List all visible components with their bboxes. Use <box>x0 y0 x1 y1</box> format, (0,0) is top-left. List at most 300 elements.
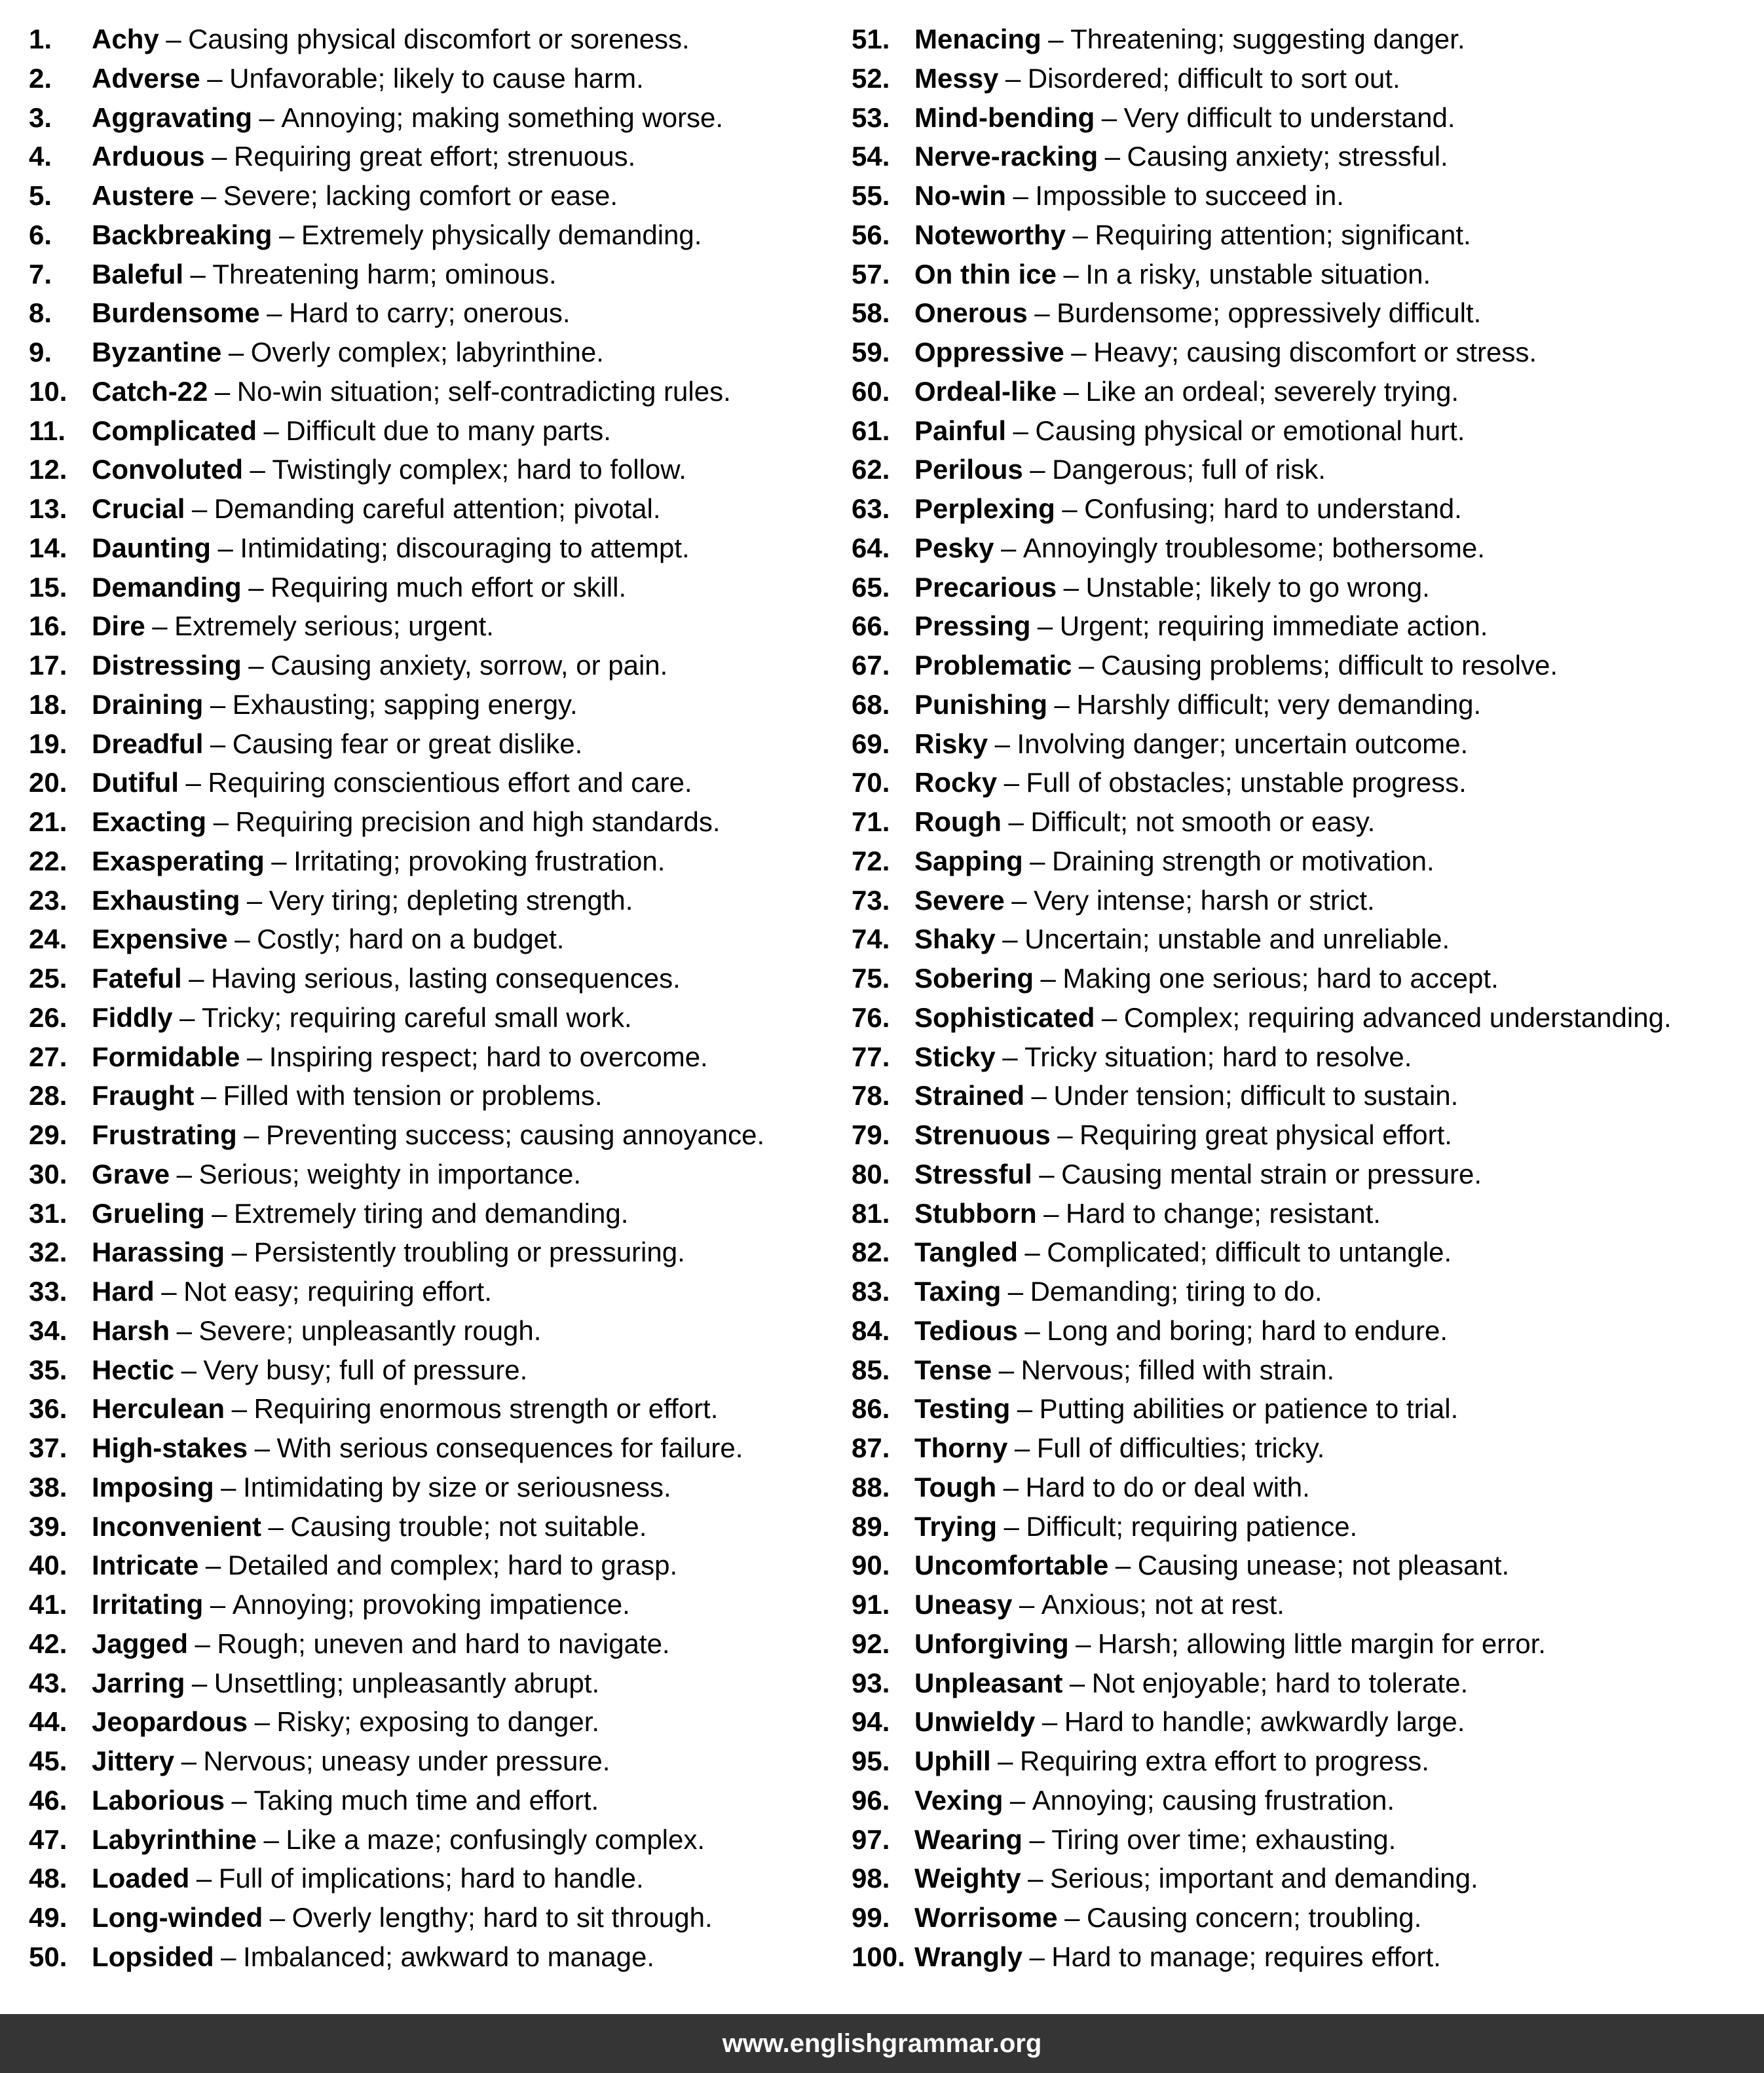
item-number: 2. <box>29 62 52 94</box>
item-separator: – <box>210 728 226 759</box>
item-separator: – <box>246 884 263 916</box>
item-number: 84. <box>852 1315 890 1346</box>
item-definition: Causing anxiety, sorrow, or pain. <box>271 650 668 681</box>
item-separator: – <box>196 1863 212 1894</box>
item-definition: Like a maze; confusingly complex. <box>286 1823 705 1855</box>
item-definition: Requiring enormous strength or effort. <box>253 1393 719 1425</box>
item-definition: Overly lengthy; hard to sit through. <box>291 1902 713 1933</box>
item-separator: – <box>205 1550 221 1581</box>
item-separator: – <box>189 963 204 994</box>
item-separator: – <box>1013 180 1028 211</box>
item-number: 62. <box>852 454 890 485</box>
list-item <box>29 685 764 724</box>
item-separator: – <box>1069 1667 1085 1698</box>
item-number: 39. <box>29 1510 67 1542</box>
item-word: Tough <box>914 1471 997 1503</box>
item-number: 99. <box>852 1902 890 1933</box>
list-item <box>852 1272 1672 1311</box>
item-separator: – <box>1000 532 1017 563</box>
item-number: 100. <box>852 1941 905 1972</box>
item-number: 91. <box>852 1589 890 1620</box>
item-separator: – <box>259 102 274 133</box>
item-separator: – <box>1002 924 1018 955</box>
item-definition: Hard to handle; awkwardly large. <box>1064 1706 1465 1738</box>
item-separator: – <box>1063 571 1079 603</box>
list-item <box>852 1546 1672 1585</box>
item-separator: – <box>179 1001 195 1033</box>
item-number: 93. <box>852 1667 890 1698</box>
item-number: 5. <box>29 180 52 211</box>
list-item <box>29 293 764 333</box>
item-definition: Hard to change; resistant. <box>1065 1197 1381 1229</box>
item-separator: – <box>161 1276 177 1307</box>
item-separator: – <box>191 493 208 524</box>
item-definition: Very difficult to understand. <box>1123 102 1455 133</box>
item-definition: Very tiring; depleting strength. <box>269 884 633 916</box>
item-number: 32. <box>29 1237 67 1268</box>
item-number: 34. <box>29 1315 67 1346</box>
list-item <box>852 1037 1672 1077</box>
list-item <box>852 1468 1672 1507</box>
item-definition: Tiring over time; exhausting. <box>1051 1823 1397 1855</box>
item-definition: Requiring attention; significant. <box>1095 219 1471 250</box>
item-separator: – <box>263 415 279 446</box>
item-number: 13. <box>29 493 67 524</box>
item-number: 33. <box>29 1276 67 1307</box>
item-word: Precarious <box>914 571 1057 603</box>
item-word: Stressful <box>914 1158 1032 1189</box>
item-separator: – <box>250 454 265 485</box>
list-item <box>29 998 764 1037</box>
item-number: 97. <box>852 1823 890 1855</box>
item-word: Severe <box>914 884 1005 916</box>
item-separator: – <box>1048 24 1064 54</box>
list-item <box>29 1429 764 1468</box>
list-item <box>29 1311 764 1351</box>
item-separator: – <box>200 180 217 211</box>
list-item <box>29 98 764 138</box>
item-separator: – <box>994 728 1010 759</box>
item-definition: Threatening; suggesting danger. <box>1070 24 1465 54</box>
item-separator: – <box>1104 141 1120 172</box>
item-separator: – <box>221 1471 236 1503</box>
item-separator: – <box>271 845 287 876</box>
item-separator: – <box>1008 806 1024 837</box>
item-definition: Disordered; difficult to sort out. <box>1027 62 1400 94</box>
item-definition: Unsettling; unpleasantly abrupt. <box>214 1667 600 1698</box>
list-item <box>852 1155 1672 1194</box>
list-item <box>29 568 764 607</box>
item-definition: Serious; important and demanding. <box>1049 1863 1478 1894</box>
item-separator: – <box>1007 1276 1024 1307</box>
item-separator: – <box>268 1510 284 1542</box>
item-separator: – <box>263 1823 279 1855</box>
item-separator: – <box>998 1354 1015 1385</box>
item-definition: Requiring conscientious effort and care. <box>208 767 692 798</box>
list-item <box>852 685 1672 724</box>
item-number: 7. <box>29 258 52 289</box>
item-word: Fateful <box>92 963 182 994</box>
item-number: 8. <box>29 297 52 329</box>
item-definition: Complicated; difficult to untangle. <box>1047 1237 1452 1268</box>
list-item <box>852 333 1672 372</box>
item-word: Achy <box>92 24 159 54</box>
list-item <box>852 1429 1672 1468</box>
item-separator: – <box>231 1393 247 1425</box>
item-word: Punishing <box>914 688 1047 720</box>
item-number: 26. <box>29 1001 67 1033</box>
item-separator: – <box>166 24 181 54</box>
item-word: High-stakes <box>92 1432 248 1463</box>
item-word: Strenuous <box>914 1119 1051 1150</box>
list-item <box>852 763 1672 802</box>
item-definition: Detailed and complex; hard to grasp. <box>227 1550 678 1581</box>
item-separator: – <box>254 1432 270 1463</box>
item-definition: Complex; requiring advanced understanding. <box>1123 1001 1672 1033</box>
item-separator: – <box>1009 1784 1026 1816</box>
item-separator: – <box>1072 219 1088 250</box>
list-item <box>852 1624 1672 1664</box>
item-definition: Tricky situation; hard to resolve. <box>1024 1041 1412 1072</box>
item-number: 4. <box>29 141 52 172</box>
item-separator: – <box>248 571 264 603</box>
list-item <box>29 1624 764 1664</box>
item-number: 82. <box>852 1237 890 1268</box>
item-separator: – <box>231 1237 247 1268</box>
list-item <box>852 1076 1672 1115</box>
item-number: 27. <box>29 1041 67 1072</box>
list-item <box>852 1389 1672 1429</box>
item-number: 11. <box>29 415 66 446</box>
item-word: Perplexing <box>914 493 1055 524</box>
list-item <box>852 529 1672 568</box>
item-separator: – <box>1030 454 1045 485</box>
item-word: Byzantine <box>92 337 222 367</box>
item-number: 25. <box>29 963 67 994</box>
item-separator: – <box>1063 258 1079 289</box>
item-definition: Hard to manage; requires effort. <box>1051 1941 1441 1972</box>
item-definition: Causing problems; difficult to resolve. <box>1100 650 1558 681</box>
item-separator: – <box>1101 1001 1117 1033</box>
list-item <box>852 1820 1672 1859</box>
item-word: On thin ice <box>914 258 1057 289</box>
item-definition: Nervous; filled with strain. <box>1021 1354 1335 1385</box>
list-item <box>29 1781 764 1820</box>
item-definition: Burdensome; oppressively difficult. <box>1057 297 1482 329</box>
item-number: 30. <box>29 1158 67 1189</box>
item-separator: – <box>254 1706 270 1738</box>
item-definition: Heavy; causing discomfort or stress. <box>1093 337 1537 367</box>
word-list-column-right <box>852 20 1672 1977</box>
item-separator: – <box>1004 1510 1019 1542</box>
list-item <box>852 1585 1672 1624</box>
list-item <box>29 802 764 842</box>
list-item <box>852 411 1672 451</box>
item-number: 69. <box>852 728 890 759</box>
item-separator: – <box>1013 415 1028 446</box>
item-definition: Threatening harm; ominous. <box>212 258 557 289</box>
item-word: Sticky <box>914 1041 996 1072</box>
item-number: 59. <box>852 337 890 367</box>
item-separator: – <box>1076 1628 1091 1659</box>
list-item <box>29 646 764 685</box>
item-definition: Annoying; causing frustration. <box>1032 1784 1395 1816</box>
list-item <box>29 842 764 881</box>
item-word: Tangled <box>914 1237 1018 1268</box>
item-word: Imposing <box>92 1471 214 1503</box>
item-definition: Inspiring respect; hard to overcome. <box>269 1041 708 1072</box>
item-separator: – <box>1024 1315 1040 1346</box>
list-item <box>852 1507 1672 1546</box>
list-item <box>852 98 1672 138</box>
list-item <box>852 176 1672 215</box>
list-item <box>852 1781 1672 1820</box>
item-number: 63. <box>852 493 890 524</box>
item-separator: – <box>200 1080 217 1111</box>
item-separator: – <box>1002 1041 1018 1072</box>
item-word: Uphill <box>914 1746 991 1776</box>
list-item <box>29 1272 764 1311</box>
item-definition: Demanding; tiring to do. <box>1030 1276 1323 1307</box>
item-number: 90. <box>852 1550 890 1581</box>
item-definition: Harsh; allowing little margin for error. <box>1098 1628 1546 1659</box>
item-number: 60. <box>852 375 890 407</box>
item-definition: Very intense; harsh or strict. <box>1034 884 1375 916</box>
list-item <box>852 1351 1672 1390</box>
item-separator: – <box>1078 650 1095 681</box>
item-word: Austere <box>92 180 195 211</box>
item-number: 46. <box>29 1784 67 1816</box>
list-item <box>29 1389 764 1429</box>
item-number: 88. <box>852 1471 890 1503</box>
item-number: 96. <box>852 1784 890 1816</box>
word-list-column-left <box>29 20 764 1977</box>
list-item <box>852 215 1672 255</box>
item-number: 67. <box>852 650 890 681</box>
list-item <box>29 920 764 959</box>
item-number: 50. <box>29 1941 67 1972</box>
item-word: Aggravating <box>92 102 253 133</box>
item-number: 78. <box>852 1080 890 1111</box>
item-word: Fraught <box>92 1080 195 1111</box>
item-definition: Twistingly complex; hard to follow. <box>272 454 686 485</box>
item-definition: Preventing success; causing annoyance. <box>266 1119 765 1150</box>
list-item <box>29 1546 764 1585</box>
list-item <box>29 20 764 59</box>
item-definition: Uncertain; unstable and unreliable. <box>1024 924 1450 955</box>
item-definition: Nervous; uneasy under pressure. <box>203 1746 610 1776</box>
list-item <box>29 607 764 646</box>
item-separator: – <box>998 1746 1013 1776</box>
item-separator: – <box>1004 767 1019 798</box>
list-item <box>852 842 1672 881</box>
list-item <box>29 215 764 255</box>
item-word: Harassing <box>92 1237 225 1268</box>
item-word: Herculean <box>92 1393 225 1425</box>
list-item <box>29 1037 764 1077</box>
item-definition: Not easy; requiring effort. <box>183 1276 492 1307</box>
list-item <box>852 998 1672 1037</box>
list-item <box>29 1468 764 1507</box>
list-item <box>852 1859 1672 1898</box>
item-word: Rough <box>914 806 1002 837</box>
item-separator: – <box>217 532 233 563</box>
list-item <box>852 1898 1672 1937</box>
item-definition: Difficult; requiring patience. <box>1026 1510 1358 1542</box>
item-word: Jittery <box>92 1746 175 1776</box>
item-number: 43. <box>29 1667 67 1698</box>
list-item <box>29 1898 764 1937</box>
item-number: 28. <box>29 1080 67 1111</box>
item-number: 22. <box>29 845 67 876</box>
item-number: 86. <box>852 1393 890 1425</box>
item-definition: Harshly difficult; very demanding. <box>1076 688 1482 720</box>
item-number: 55. <box>852 180 890 211</box>
item-number: 98. <box>852 1863 890 1894</box>
item-word: No-win <box>914 180 1006 211</box>
item-definition: Unstable; likely to go wrong. <box>1085 571 1430 603</box>
item-number: 40. <box>29 1550 67 1581</box>
item-definition: Taking much time and effort. <box>253 1784 599 1816</box>
item-number: 42. <box>29 1628 67 1659</box>
item-number: 71. <box>852 806 890 837</box>
item-definition: Causing anxiety; stressful. <box>1127 141 1448 172</box>
item-definition: Unfavorable; likely to cause harm. <box>229 62 644 94</box>
item-number: 14. <box>29 532 67 563</box>
list-item <box>852 724 1672 764</box>
item-word: Painful <box>914 415 1007 446</box>
item-separator: – <box>213 806 229 837</box>
item-word: Shaky <box>914 924 996 955</box>
item-separator: – <box>1005 62 1021 94</box>
list-item <box>29 1194 764 1233</box>
item-definition: Draining strength or motivation. <box>1052 845 1435 876</box>
item-definition: Annoying; making something worse. <box>281 102 724 133</box>
item-word: Lopsided <box>92 1941 214 1972</box>
item-word: Thorny <box>914 1432 1008 1463</box>
item-separator: – <box>267 297 282 329</box>
item-word: Nerve-racking <box>914 141 1098 172</box>
item-separator: – <box>1063 375 1079 407</box>
item-separator: – <box>1011 884 1027 916</box>
item-word: Pesky <box>914 532 994 563</box>
item-definition: No-win situation; self-contradicting rules. <box>236 375 731 407</box>
item-separator: – <box>1043 1197 1059 1229</box>
item-word: Intricate <box>92 1550 199 1581</box>
item-definition: Filled with tension or problems. <box>223 1080 603 1111</box>
item-number: 53. <box>852 102 890 133</box>
item-number: 52. <box>852 62 890 94</box>
item-separator: – <box>1039 1158 1055 1189</box>
item-definition: Confusing; hard to understand. <box>1084 493 1462 524</box>
item-number: 9. <box>29 337 52 367</box>
list-item <box>852 881 1672 920</box>
item-separator: – <box>152 610 168 642</box>
item-word: Jagged <box>92 1628 189 1659</box>
item-number: 51. <box>852 24 890 54</box>
item-separator: – <box>246 1041 263 1072</box>
item-word: Pressing <box>914 610 1031 642</box>
item-number: 45. <box>29 1746 67 1776</box>
item-word: Dutiful <box>92 767 179 798</box>
item-word: Demanding <box>92 571 242 603</box>
item-word: Expensive <box>92 924 228 955</box>
item-separator: – <box>195 1628 210 1659</box>
item-definition: Extremely serious; urgent. <box>174 610 494 642</box>
item-separator: – <box>1037 610 1053 642</box>
item-number: 24. <box>29 924 67 955</box>
item-number: 47. <box>29 1823 67 1855</box>
list-item <box>29 1115 764 1155</box>
item-number: 80. <box>852 1158 890 1189</box>
item-word: Wearing <box>914 1823 1023 1855</box>
item-definition: In a risky, unstable situation. <box>1085 258 1431 289</box>
item-definition: Full of obstacles; unstable progress. <box>1026 767 1467 798</box>
item-separator: – <box>269 1902 286 1933</box>
item-separator: – <box>1064 1902 1080 1933</box>
item-definition: Causing physical or emotional hurt. <box>1035 415 1465 446</box>
item-word: Weighty <box>914 1863 1021 1894</box>
item-definition: Causing trouble; not suitable. <box>290 1510 647 1542</box>
item-separator: – <box>1014 1432 1030 1463</box>
item-number: 19. <box>29 728 67 759</box>
list-item <box>29 450 764 489</box>
item-word: Exacting <box>92 806 207 837</box>
item-separator: – <box>231 1784 247 1816</box>
item-word: Daunting <box>92 532 211 563</box>
item-definition: Irritating; provoking frustration. <box>293 845 666 876</box>
item-word: Hard <box>92 1276 155 1307</box>
item-word: Tedious <box>914 1315 1018 1346</box>
item-word: Hectic <box>92 1354 175 1385</box>
item-word: Risky <box>914 728 988 759</box>
item-separator: – <box>1034 297 1050 329</box>
item-number: 57. <box>852 258 890 289</box>
item-separator: – <box>191 1667 208 1698</box>
item-definition: Long and boring; hard to endure. <box>1047 1315 1448 1346</box>
item-definition: Involving danger; uncertain outcome. <box>1017 728 1469 759</box>
item-definition: Causing mental strain or pressure. <box>1061 1158 1482 1189</box>
item-definition: Intimidating; discouraging to attempt. <box>240 532 690 563</box>
item-number: 3. <box>29 102 52 133</box>
item-separator: – <box>235 924 250 955</box>
list-item <box>29 1507 764 1546</box>
item-number: 17. <box>29 650 67 681</box>
item-number: 83. <box>852 1276 890 1307</box>
item-word: Onerous <box>914 297 1028 329</box>
item-definition: Severe; unpleasantly rough. <box>198 1315 542 1346</box>
list-item <box>29 372 764 411</box>
item-definition: Annoying; provoking impatience. <box>232 1589 630 1620</box>
item-number: 89. <box>852 1510 890 1542</box>
list-item <box>852 1664 1672 1703</box>
item-number: 48. <box>29 1863 67 1894</box>
list-item <box>852 293 1672 333</box>
item-definition: Impossible to succeed in. <box>1035 180 1344 211</box>
item-definition: Making one serious; hard to accept. <box>1062 963 1499 994</box>
list-item <box>29 1859 764 1898</box>
item-number: 61. <box>852 415 890 446</box>
item-definition: Causing unease; not pleasant. <box>1137 1550 1510 1581</box>
item-separator: – <box>1029 1941 1045 1972</box>
item-definition: Exhausting; sapping energy. <box>232 688 578 720</box>
item-definition: Risky; exposing to danger. <box>276 1706 600 1738</box>
item-number: 6. <box>29 219 52 250</box>
list-item <box>29 1351 764 1390</box>
item-number: 87. <box>852 1432 890 1463</box>
list-item <box>852 1311 1672 1351</box>
item-definition: Requiring much effort or skill. <box>271 571 627 603</box>
